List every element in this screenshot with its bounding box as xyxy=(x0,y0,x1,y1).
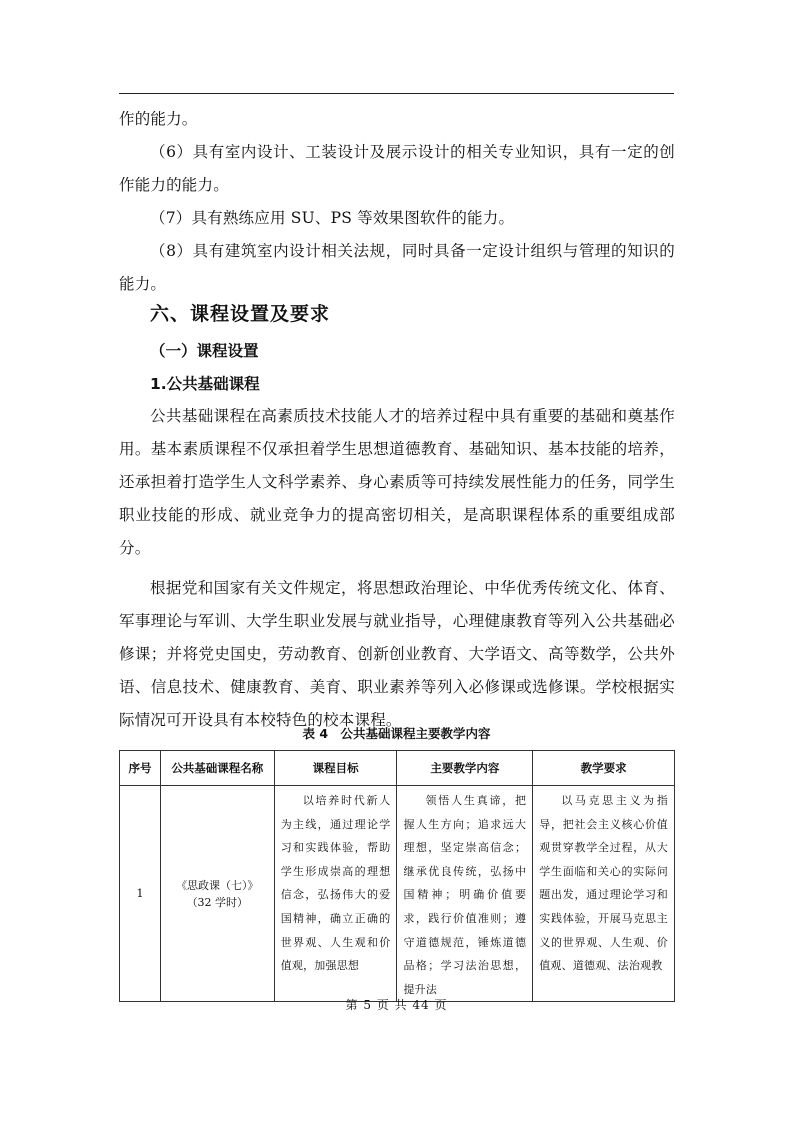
content-text: 领悟人生真谛，把握人生方向；追求远大理想，坚定崇高信念；继承优良传统，弘扬中国精神；明确价值要求，践行价值准则；遵守道德规范，锤炼道德品格；学习法治思想，提升法 xyxy=(403,794,527,996)
header-course-name: 公共基础课程名称 xyxy=(160,751,274,786)
requirement-7: （7）具有熟练应用 SU、PS 等效果图软件的能力。 xyxy=(150,209,515,227)
header-seq: 序号 xyxy=(120,751,161,786)
subsection-heading: （一）课程设置 xyxy=(150,342,259,360)
table-header-row xyxy=(120,751,675,786)
intro-paragraphs xyxy=(119,400,675,737)
table-row xyxy=(120,786,675,1002)
section-heading: 六、课程设置及要求 xyxy=(150,303,331,325)
header-rule xyxy=(119,93,674,94)
table-caption: 表 4 公共基础课程主要教学内容 xyxy=(302,726,491,741)
sub-subsection-heading: 1.公共基础课程 xyxy=(150,375,260,393)
header-goal: 课程目标 xyxy=(274,751,397,786)
requirement-8: （8）具有建筑室内设计相关法规，同时具备一定设计组织与管理的知识的能力。 xyxy=(119,242,675,293)
row-course-name xyxy=(160,786,274,1002)
header-requirements: 教学要求 xyxy=(533,751,675,786)
course-title: 《思政课（七）》 xyxy=(176,878,259,892)
requirements-list xyxy=(119,103,675,301)
page-number: 第 5 页 共 44 页 xyxy=(345,998,448,1012)
row-requirements xyxy=(533,786,675,1002)
course-hours: （32 学时） xyxy=(186,895,249,909)
goal-text: 以培养时代新人为主线，通过理论学习和实践体验，帮助学生形成崇高的理想信念，弘扬伟大的爱国精神，确立正确的世界观、人生观和价值观，加强思想 xyxy=(280,794,391,973)
paragraph-foundation-courses: 公共基础课程在高素质技术技能人才的培养过程中具有重要的基础和奠基作用。基本素质课程不仅承担着学生思想道德教育、基础知识、基本技能的培养，还承担着打造学生人文科学素养、身心素质等可持续发展性能力的任务，同学生职业技能的形成、就业竞争力的提高密切相关，是高职课程体系的重要组成部分。 xyxy=(119,407,675,557)
requirement-6: （6）具有室内设计、工装设计及展示设计的相关专业知识，具有一定的创作能力的能力。 xyxy=(119,143,675,194)
row-content xyxy=(397,786,533,1002)
header-content: 主要教学内容 xyxy=(397,751,533,786)
paragraph-policy: 根据党和国家有关文件规定，将思想政治理论、中华优秀传统文化、体育、军事理论与军训、大学生职业发展与就业指导，心理健康教育等列入公共基础必修课；并将党史国史，劳动教育、创新创业教育、大学语文、高等数学，公共外语、信息技术、健康教育、美育、职业素养等列入必修课或选修课。学校根据实际情况可开设具有本校特色的校本课程。 xyxy=(119,579,675,729)
paragraph-continuation: 作的能力。 xyxy=(119,110,198,128)
requirements-text: 以马克思主义为指导，把社会主义核心价值观贯穿教学全过程，从大学生面临和关心的实际问题出发，通过理论学习和实践体验，开展马克思主义的世界观、人生观、价值观、道德观、法治观教 xyxy=(539,794,668,973)
row-goal xyxy=(274,786,397,1002)
row-seq: 1 xyxy=(120,786,161,1002)
course-table xyxy=(119,750,675,1002)
